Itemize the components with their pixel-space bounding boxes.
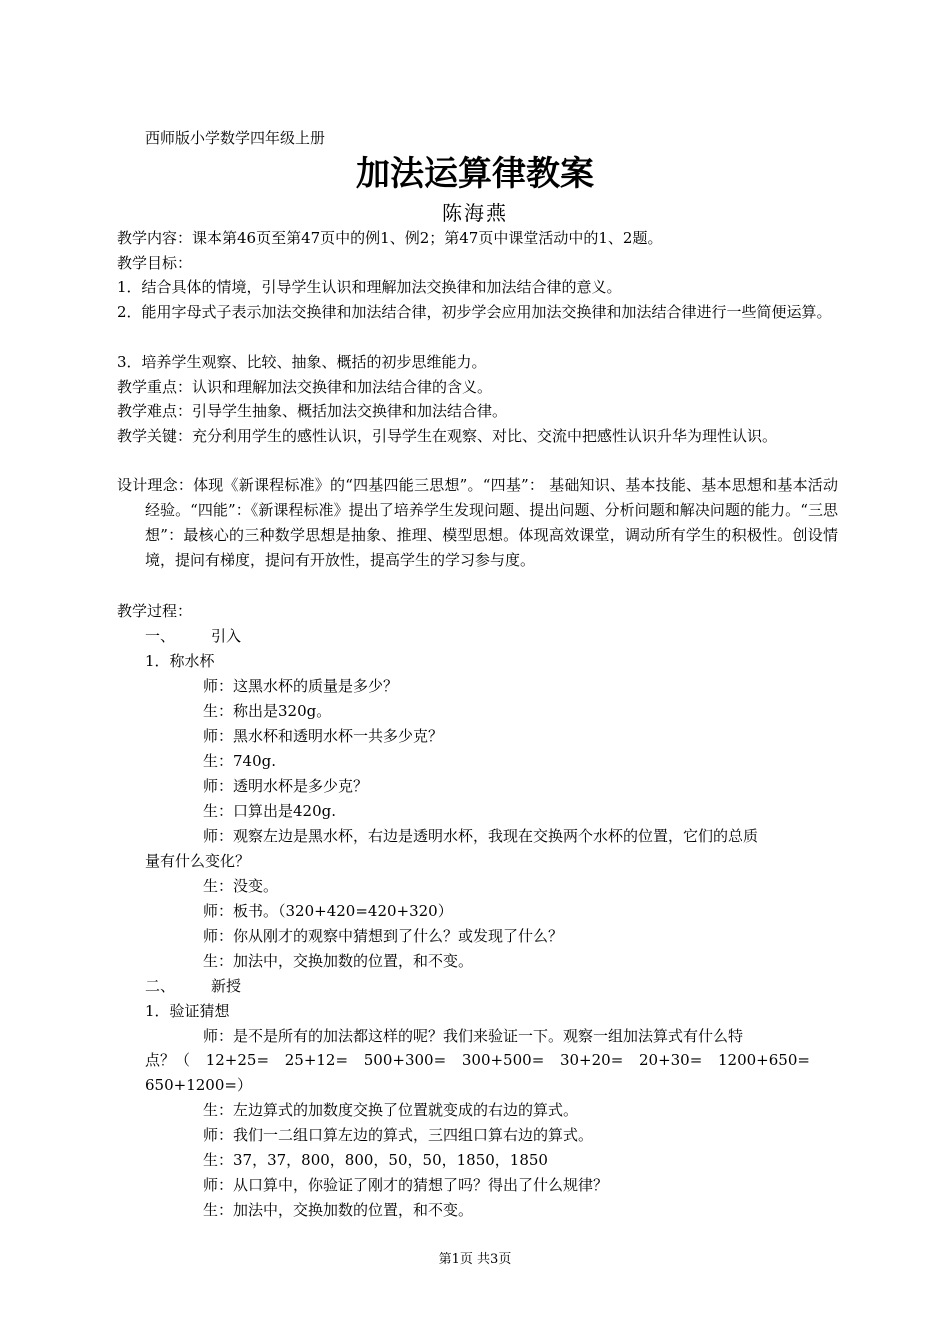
- page-footer: 第1页 共3页: [438, 1252, 512, 1267]
- expression-row: [145, 1050, 810, 1070]
- item-2: 1．验证猜想: [145, 1002, 230, 1020]
- document-subtitle: 西师版小学数学四年级上册: [145, 129, 326, 147]
- process-label: 教学过程：: [117, 602, 193, 620]
- dialogue-line: 师：从口算中，你验证了刚才的猜想了吗？得出了什么规律？: [203, 1176, 609, 1194]
- dialogue-line: 生：加法中，交换加数的位置，和不变。: [203, 952, 474, 970]
- expression: 30+20=: [559, 1051, 624, 1069]
- expression-last: 650+1200=）: [145, 1076, 252, 1094]
- goal-3: 3．培养学生观察、比较、抽象、概括的初步思维能力。: [117, 353, 487, 371]
- dialogue-line: 生：没变。: [203, 877, 279, 895]
- dialogue-line: 师：你从刚才的观察中猜想到了什么？或发现了什么？: [203, 927, 564, 945]
- section-1-number: 一、: [145, 627, 176, 645]
- dialogue-line: 师：板书。（320+420=420+320）: [203, 902, 453, 920]
- goal-1: 1．结合具体的情境，引导学生认识和理解加法交换律和加法结合律的意义。: [117, 278, 622, 296]
- dialogue-line: 生：口算出是420g.: [203, 802, 337, 820]
- expression: 300+500=: [461, 1051, 545, 1069]
- difficulty: 教学难点：引导学生抽象、概括加法交换律和加法结合律。: [117, 402, 508, 420]
- design-idea: 设计理念：体现《新课程标准》的“四基四能三思想”。“四基”： 基础知识、基本技能、基本思想和基本活动经验。“四能”：《新课程标准》提出了培养学生发现问题、提出问题、分析问题和解决问题的能力。“三思想”：最核心的三种数学思想是抽象、推理、模型思想。体现高效课堂，调动所有学生的积极性。创设情境，提问有梯度，提问有开放性，提高学生的学习参与度。: [117, 476, 838, 569]
- dialogue-line: 生：加法中，交换加数的位置，和不变。: [203, 1201, 474, 1219]
- section-1-title: 引入: [211, 627, 242, 645]
- expression: 12+25=: [205, 1051, 270, 1069]
- item-1: 1．称水杯: [145, 652, 215, 670]
- document-author: 陈海燕: [442, 201, 508, 225]
- key-factor: 教学关键：充分利用学生的感性认识，引导学生在观察、对比、交流中把感性认识升华为理性认识。: [117, 427, 778, 445]
- expression: 20+30=: [638, 1051, 703, 1069]
- dialogue-line: 生：左边算式的加数度交换了位置就变成的右边的算式。: [203, 1101, 579, 1119]
- dialogue-line: 生：740g.: [203, 752, 277, 770]
- expression-prefix: 点？（: [145, 1051, 191, 1069]
- section-2-number: 二、: [145, 977, 176, 995]
- expression: 1200+650=: [718, 1051, 810, 1069]
- dialogue-line: 生：称出是320g。: [203, 702, 332, 720]
- dialogue-line: 师：是不是所有的加法都这样的呢？我们来验证一下。观察一组加法算式有什么特: [203, 1027, 744, 1045]
- goals-label: 教学目标：: [117, 254, 193, 272]
- dialogue-line: 师：这黑水杯的质量是多少？: [203, 677, 399, 695]
- dialogue-line: 生：37，37，800，800，50，50，1850，1850: [203, 1151, 548, 1169]
- dialogue-line: 师：透明水杯是多少克？: [203, 777, 369, 795]
- dialogue-line: 师：黑水杯和透明水杯一共多少克？: [203, 727, 444, 745]
- expression: 500+300=: [363, 1051, 447, 1069]
- dialogue-line: 师：我们一二组口算左边的算式，三四组口算右边的算式。: [203, 1126, 594, 1144]
- dialogue-line-continued: 量有什么变化？: [145, 852, 251, 870]
- dialogue-line: 师：观察左边是黑水杯，右边是透明水杯，我现在交换两个水杯的位置，它们的总质: [203, 827, 759, 845]
- key-point: 教学重点：认识和理解加法交换律和加法结合律的含义。: [117, 378, 493, 396]
- teaching-content: 教学内容：课本第46页至第47页中的例1、例2；第47页中课堂活动中的1、2题。: [117, 229, 663, 247]
- section-2-title: 新授: [211, 977, 242, 995]
- goal-2: 2．能用字母式子表示加法交换律和加法结合律，初步学会应用加法交换律和加法结合律进行一些简便运算。: [117, 303, 832, 321]
- document-title: 加法运算律教案: [356, 154, 594, 194]
- expression: 25+12=: [284, 1051, 349, 1069]
